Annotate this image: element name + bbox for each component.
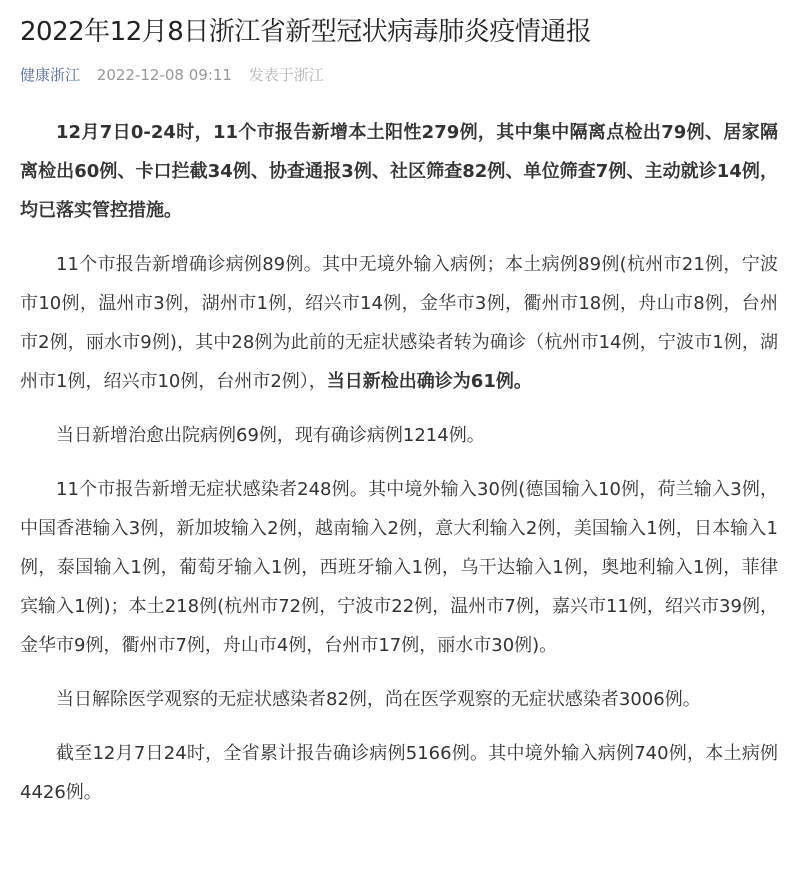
author-link[interactable]: 健康浙江 [20, 66, 81, 84]
article-content [20, 113, 778, 812]
paragraph-asymptomatic: 11个市报告新增无症状感染者248例。其中境外输入30例(德国输入10例，荷兰输入3例，中国香港输入3例，新加坡输入2例，越南输入2例，意大利输入2例，美国输入1例，日本输入1例，泰国输入1例，葡萄牙输入1例，西班牙输入1例，乌干达输入1例，奥地利输入1例，菲律宾输入1例)；本土218例(杭州市72例，宁波市22例，温州市7例，嘉兴市11例，绍兴市39例，金华市9例，衢州市7例，舟山市4例，台州市17例，丽水市30例)。 [20, 479, 778, 656]
publish-location: 发表于浙江 [248, 66, 324, 84]
paragraph-summary: 12月7日0-24时，11个市报告新增本土阳性279例，其中集中隔离点检出79例、居家隔离检出60例、卡口拦截34例、协查通报3例、社区筛查82例、单位筛查7例、主动就诊14例，均已落实管控措施。 [20, 122, 778, 221]
paragraph-confirmed-cases [20, 245, 778, 401]
article-title: 2022年12月8日浙江省新型冠状病毒肺炎疫情通报 [20, 17, 592, 47]
paragraph-recovered: 当日新增治愈出院病例69例，现有确诊病例1214例。 [56, 425, 485, 446]
article-meta [20, 64, 778, 86]
paragraph-cumulative: 截至12月7日24时，全省累计报告确诊病例5166例。其中境外输入病例740例，本土病例4426例。 [20, 743, 778, 803]
confirmed-cases-text: 11个市报告新增确诊病例89例。其中无境外输入病例；本土病例89例(杭州市21例，宁波市10例，温州市3例，湖州市1例，绍兴市14例，金华市3例，衢州市18例，舟山市8例，台州市2例，丽水市9例)，其中28例为此前的无症状感染者转为确诊（杭州市14例，宁波市1例，湖州市1例，绍兴市10例，台州市2例）， [20, 254, 778, 392]
paragraph-observation: 当日解除医学观察的无症状感染者82例，尚在医学观察的无症状感染者3006例。 [56, 689, 701, 710]
publish-time: 2022-12-08 09:11 [96, 66, 232, 84]
confirmed-cases-highlight: 当日新检出确诊为61例。 [326, 371, 532, 392]
